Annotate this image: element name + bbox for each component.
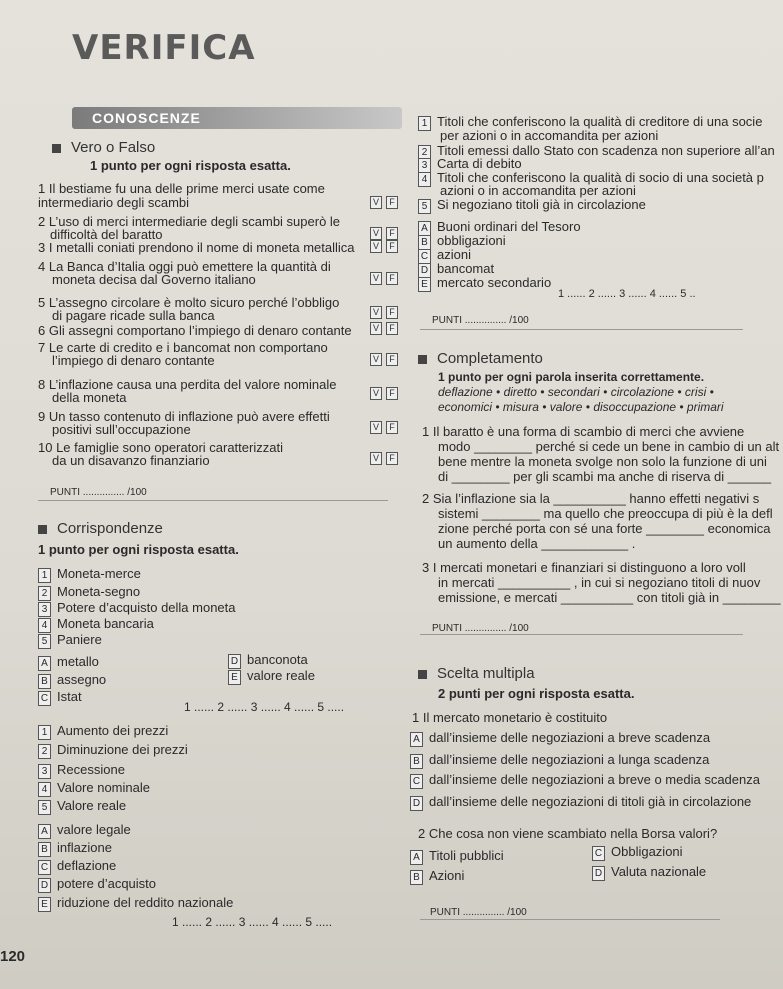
square-bullet-icon	[418, 355, 427, 364]
compl-p1-1: modo ________ perché si cede un bene in cambio di un alt	[438, 439, 780, 454]
scelta-q1-opt-d[interactable]: D dall’insieme delle negoziazioni di titoli già in circolazione	[410, 794, 751, 811]
match-item-2: 2 Titoli emessi dallo Stato con scadenza non superiore all’an	[418, 143, 775, 160]
compl-word-bank-2: economici • misura • valore • disoccupazione • primari	[438, 400, 724, 414]
divider	[420, 634, 743, 635]
corr1-right-b: B assegno	[38, 672, 106, 689]
vf-line-16: 10 Le famiglie sono operatori caratterizzati	[38, 440, 283, 455]
corr1-left-3: 3 Potere d’acquisto della moneta	[38, 600, 236, 617]
scelta-q2: 2 Che cosa non viene scambiato nella Borsa valori?	[418, 826, 718, 841]
vf-checkbox-5[interactable]: V F	[370, 306, 402, 319]
match-letter-c: C azioni	[418, 247, 471, 264]
corr2-right-d: D potere d’acquisto	[38, 876, 156, 893]
match-item-3: 3 Carta di debito	[418, 156, 522, 173]
match-score: PUNTI ............... /100	[432, 315, 529, 326]
vf-checkbox-1[interactable]: V F	[370, 196, 402, 209]
scelta-q2-opt-a[interactable]: A Titoli pubblici	[410, 848, 504, 865]
scelta-q1-opt-b[interactable]: B dall’insieme delle negoziazioni a lunga scadenza	[410, 752, 709, 769]
vf-line-14: 9 Un tasso contenuto di inflazione può avere effetti	[38, 409, 330, 424]
scelta-q1-opt-a[interactable]: A dall’insieme delle negoziazioni a breve scadenza	[410, 730, 710, 747]
compl-p1-2: bene mentre la moneta svolge non solo la funzione di uni	[438, 454, 767, 469]
scelta-q2-opt-c[interactable]: C Obbligazioni	[592, 844, 683, 861]
vf-line-10: 7 Le carte di credito e i bancomat non comportano	[38, 340, 328, 355]
conoscenze-banner	[72, 107, 402, 129]
vf-line-0: 1 Il bestiame fu una delle prime merci usate come	[38, 181, 325, 196]
corr1-right-e: E valore reale	[228, 668, 315, 685]
conoscenze-label: CONOSCENZE	[92, 110, 201, 126]
corr2-left-5: 5 Valore reale	[38, 798, 126, 815]
vf-line-17: da un disavanzo finanziario	[52, 453, 210, 468]
divider	[38, 500, 388, 501]
compl-p2-0: 2 Sia l’inflazione sia la __________ hanno effetti negativi s	[422, 491, 760, 506]
corr2-left-3: 3 Recessione	[38, 762, 125, 779]
corr1-right-d: D banconota	[228, 652, 308, 669]
corr1-answer-blanks[interactable]: 1 ...... 2 ...... 3 ...... 4 ...... 5 .....	[184, 700, 345, 714]
vf-line-11: l’impiego di denaro contante	[52, 353, 215, 368]
vf-checkbox-6[interactable]: V F	[370, 322, 402, 335]
corr1-left-1: 1 Moneta-merce	[38, 566, 141, 583]
corr2-left-2: 2 Diminuzione dei prezzi	[38, 742, 188, 759]
vf-line-1: intermediario degli scambi	[38, 195, 190, 210]
match-letter-e: E mercato secondario	[418, 275, 551, 292]
compl-p1-0: 1 Il baratto è una forma di scambio di merci che avviene	[422, 424, 745, 439]
match-item-4: 4 Titoli che conferiscono la qualità di socio di una società p	[418, 170, 764, 187]
square-bullet-icon	[38, 525, 47, 534]
vf-checkbox-7[interactable]: V F	[370, 353, 402, 366]
corr1-right-c: C Istat	[38, 689, 82, 706]
page-number: 120	[0, 948, 26, 965]
vf-line-4: 3 I metalli coniati prendono il nome di moneta metallica	[38, 240, 355, 255]
compl-score: PUNTI ............... /100	[432, 623, 529, 634]
divider	[420, 329, 743, 330]
corr-points: 1 punto per ogni risposta esatta.	[38, 542, 239, 557]
vf-line-9: 6 Gli assegni comportano l’impiego di denaro contante	[38, 323, 352, 338]
corr1-left-5: 5 Paniere	[38, 632, 102, 649]
compl-p3-0: 3 I mercati monetari e finanziari si distinguono a loro voll	[422, 560, 746, 575]
corr2-left-4: 4 Valore nominale	[38, 780, 150, 797]
match-letter-a: A Buoni ordinari del Tesoro	[418, 219, 581, 236]
compl-p2-1: sistemi ________ ma quello che preoccupa di più è la defl	[438, 506, 773, 521]
vf-score: PUNTI ............... /100	[50, 487, 147, 498]
match-item-1b: per azioni o in accomandita per azioni	[440, 128, 659, 143]
square-bullet-icon	[418, 670, 427, 679]
corr2-left-1: 1 Aumento dei prezzi	[38, 723, 168, 740]
compl-points: 1 punto per ogni parola inserita correttamente.	[438, 370, 705, 384]
scelta-q1: 1 Il mercato monetario è costituito	[412, 710, 608, 725]
compl-p3-1: in mercati __________ , in cui si negoziano titoli di nuov	[438, 575, 761, 590]
scelta-heading: Scelta multipla	[418, 665, 535, 682]
vf-line-6: moneta decisa dal Governo italiano	[52, 272, 256, 287]
match-answer-blanks[interactable]: 1 ...... 2 ...... 3 ...... 4 ...... 5 ..	[558, 288, 696, 300]
match-letter-b: B obbligazioni	[418, 233, 506, 250]
scelta-score: PUNTI ............... /100	[430, 907, 527, 918]
corr2-answer-blanks[interactable]: 1 ...... 2 ...... 3 ...... 4 ...... 5 .....	[172, 915, 333, 929]
corr1-right-a: A metallo	[38, 654, 99, 671]
vf-heading: Vero o Falso	[52, 139, 155, 156]
vf-checkbox-2[interactable]: V F	[370, 227, 402, 240]
corr1-left-2: 2 Moneta-segno	[38, 584, 140, 601]
vf-line-15: positivi sull’occupazione	[52, 422, 191, 437]
corr-heading: Corrispondenze	[38, 520, 163, 537]
vf-checkbox-4[interactable]: V F	[370, 272, 402, 285]
corr2-right-b: B inflazione	[38, 840, 112, 857]
corr1-left-4: 4 Moneta bancaria	[38, 616, 154, 633]
vf-checkbox-9[interactable]: V F	[370, 421, 402, 434]
corr2-right-c: C deflazione	[38, 858, 116, 875]
corr2-right-a: A valore legale	[38, 822, 131, 839]
compl-heading: Completamento	[418, 350, 543, 367]
vf-checkbox-8[interactable]: V F	[370, 387, 402, 400]
match-item-5: 5 Si negoziano titoli già in circolazione	[418, 197, 646, 214]
vf-line-13: della moneta	[52, 390, 127, 405]
corr2-right-e: E riduzione del reddito nazionale	[38, 895, 233, 912]
vf-line-7: 5 L’assegno circolare è molto sicuro perché l’obbligo	[38, 295, 340, 310]
match-letter-d: D bancomat	[418, 261, 494, 278]
compl-p3-2: emissione, e mercati __________ con titoli già in ________	[438, 590, 781, 605]
vf-line-5: 4 La Banca d’Italia oggi può emettere la quantità di	[38, 259, 331, 274]
compl-p1-3: di ________ per gli scambi ma anche di riserva di ______	[438, 469, 772, 484]
scelta-q2-opt-b[interactable]: B Azioni	[410, 868, 464, 885]
match-item-1: 1 Titoli che conferiscono la qualità di creditore di una socie	[418, 114, 762, 131]
page-title: VERIFICA	[72, 28, 256, 68]
scelta-q1-opt-c[interactable]: C dall’insieme delle negoziazioni a breve o media scadenza	[410, 772, 760, 789]
vf-checkbox-10[interactable]: V F	[370, 452, 402, 465]
vf-line-3: difficoltà del baratto	[50, 227, 163, 242]
compl-p2-3: un aumento della ____________ .	[438, 536, 636, 551]
vf-line-12: 8 L’inflazione causa una perdita del valore nominale	[38, 377, 337, 392]
scelta-q2-opt-d[interactable]: D Valuta nazionale	[592, 864, 706, 881]
vf-checkbox-3[interactable]: V F	[370, 240, 402, 253]
divider	[420, 919, 720, 920]
match-item-4b: azioni o in accomandita per azioni	[440, 183, 636, 198]
scelta-points: 2 punti per ogni risposta esatta.	[438, 686, 635, 701]
vf-line-2: 2 L’uso di merci intermediarie degli scambi superò le	[38, 214, 341, 229]
compl-word-bank-1: deflazione • diretto • secondari • circolazione • crisi •	[438, 385, 714, 399]
vf-line-8: di pagare ricade sulla banca	[52, 308, 215, 323]
vf-points: 1 punto per ogni risposta esatta.	[90, 158, 291, 173]
square-bullet-icon	[52, 144, 61, 153]
compl-p2-2: zione perché porta con sé una forte ________ economica	[438, 521, 771, 536]
